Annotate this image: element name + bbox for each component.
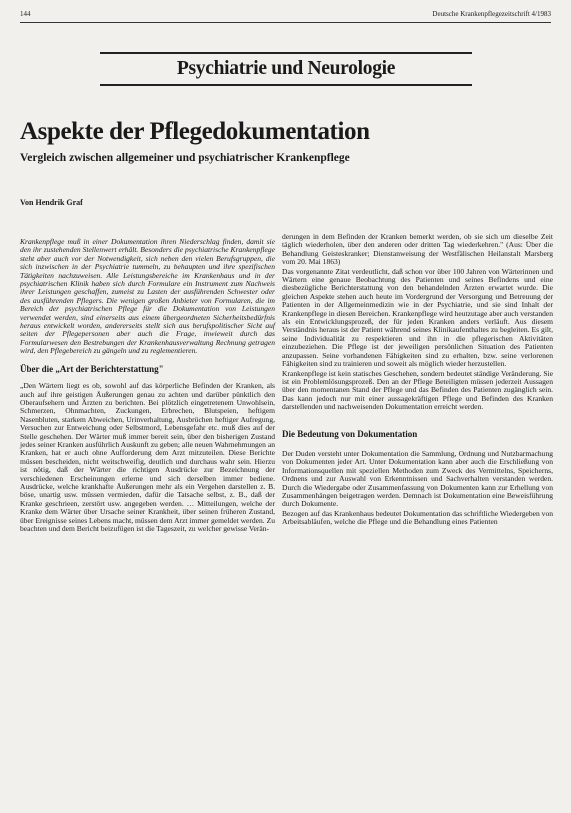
page-number: 144 [20,10,31,18]
section-title: Psychiatrie und Neurologie [176,58,396,79]
section-heading-dokumentation: Die Bedeutung von Dokumentation [282,428,418,439]
section-banner [100,52,472,86]
body-paragraph: Das vorgenannte Zitat verdeutlicht, daß schon vor über 100 Jahren von Wärterinnen und Wärtern eine genaue Beobachtung des Patienten und seines Befindens und eine diesbezügliche Berichterstattung von den behandelnden Ärzten erwartet wurde. Die gleichen Aspekte stehen auch heute im Vordergrund der Versorgung und Betreuung der Patienten in der Allgemeinmedizin wie in der Psychiatrie, und sie sind Inhalt der Krankenpflege in diesen Bereichen. Krankenpflege wird heutzutage aber auch verstanden als ein Entwicklungsprozeß, der für jeden Kranken anders verläuft. Aus diesem Verständnis heraus ist der Patient während seines Klinikaufenthaltes zu begleiten. Es gilt, seine Individualität zu respektieren und ihn in die pflegerischen Aktivitäten einzubeziehen. Die Pflege ist der jeweiligen persönlichen Situation des Patienten anzupassen. Seine vorhandenen Fähigkeiten sind zu erhalten, bzw. seine verlorenen Fähigkeiten sind zu trainieren und soweit als möglich wieder herzustellen. [282,266,553,369]
article-title: Aspekte der Pflegedokumentation [20,118,370,145]
right-column [282,233,553,528]
body-paragraph: Krankenpflege ist kein statisches Geschehen, sondern bedeutet ständige Veränderung. Sie ist ein Problemlösungsprozeß. Den an der Pflege Beteiligten müssen jederzeit Aussagen über den momentanen Stand der Pflege und das Befinden des Patienten zugänglich sein. Das kann jedoch nur mit einer aussagekräftigen Pflege und Befinden des Kranken darstellenden und nachweisenden Dokumentation erreicht werden. [282,368,553,412]
body-paragraph: Der Duden versteht unter Dokumentation die Sammlung, Ordnung und Nutzbarmachung von Dokumenten jeder Art. Unter Dokumentation kann aber auch die Erschließung von Informationsquellen mit speziellen Methoden zum Zweck des Vermittelns, Speicherns, Ordnens und zur Auswahl von Erkenntnissen und Sachverhalten verstanden werden. Durch die Wiedergabe oder Zusammenfassung von Dokumenten kann zur Erhellung von Zusammenhängen beigetragen werden. Demnach ist Dokumentation eine Beweisführung durch Dokumente. [282,448,553,509]
body-paragraph: „Den Wärtern liegt es ob, sowohl auf das körperliche Befinden der Kranken, als auch auf ihre geistigen Äußerungen genau zu achten und darüber pünktlich den Oberaufsehern und Ärzten zu berichten. Bei plötzlich eingetretenem Unwohlsein, Schmerzen, Ohnmachten, Zuckungen, Erbrechen, Blutspeien, heftigem Nasenbluten, starkem Abweichen, Urinverhaltung, Ausbrüchen heftiger Aufregung, Versuchen zur Entweichung oder Selbstmord, Lebensgefahr etc. muß dies auf der Stelle geschehen. Der Wärter muß immer bereit sein, über den bisherigen Zustand jedes seiner Kranken ausführlich Auskunft zu geben; alle neuen Wahrnehmungen an Kranken, hat er auch ohne Aufforderung dem Arzt mitzuteilen. Diese Berichte müssen bescheiden, nicht weitschweifig, deutlich und durchaus wahr sein. Hierzu ist nötig, daß der Wärter die richtigen Ausdrücke zur Bezeichnung der verschiedenen Erscheinungen erlerne und sich derselben immer bediene. Ausdrücke, welche krankhafte Äußerungen mehr als ein Vergehen darstellen z. B. böse, unartig usw. müssen vermieden, dafür die Tatsache selbst, z. B., daß der Kranke geschrieen, zerstört usw. angegeben werden. … Mitteilungen, welche der Kranke dem Wärter über Ursache seiner Krankheit, über seinen früheren Zustand, über Ereignisse seines Lebens macht, müssen dem Arzt immer gemeldet werden. Zu beachten und dem Bericht beizufügen ist die Tageszeit, zu welcher gewisse Verän- [20,381,275,533]
section-heading-berichterstattung: Über die „Art der Berichterstattung" [20,363,164,374]
body-paragraph: Bezogen auf das Krankenhaus bedeutet Dokumentation das schriftliche Wiedergeben von Arbeitsabläufen, welche die Pflege und die Behandlung eines Patienten [282,508,553,527]
header-rule [20,22,551,23]
left-column [20,238,275,534]
byline: Von Hendrik Graf [20,198,83,207]
article-subtitle: Vergleich zwischen allgemeiner und psychiatrischer Krankenpflege [20,152,350,164]
journal-name: Deutsche Krankenpflegezeitschrift 4/1983 [432,10,551,18]
body-paragraph: derungen in dem Befinden der Kranken bemerkt werden, ob sie sich um dieselbe Zeit täglich wiederholen, über den anderen oder dritten Tag wiederkehren." (Aus: Über die Behandlung Geisteskranker; Dienstanweisung der Westfälischen Heilanstalt Marsberg vom 20. Mai 1863) [282,232,553,267]
intro-paragraph: Krankenpflege muß in einer Dokumentation ihren Niederschlag finden, damit sie den ihr zustehenden Stellenwert erhält. Besonders die psychiatrische Krankenpflege steht aber auch vor der Notwendigkeit, sich neben den vielen Berufsgruppen, die sich inzwischen in der Psychiatrie tummeln, zu behaupten und ihre spezifischen Tätigkeiten nachzuweisen. Alle Leistungsbereiche im Krankenhaus und in der psychiatrischen Klinik haben sich durch Formulare ein Instrument zum Nachweis ihrer Leistungen geschaffen, zumeist zu Lasten der ausführenden Schwester oder des ausführenden Pflegers. Die wenigen großen Anbieter von Formularen, die im Bereich der psychiatrischen Pflege für die Dokumentation von Leistungen verwendet werden, sind einerseits aus einem übergeordneten Sicherheitsbedürfnis heraus entwickelt worden, andererseits stellt sich aus berufspolitischer Sicht auf seiten der Pflegepersonen aber auch die Frage, inwieweit durch das Formularwesen den Bestrebungen der Krankenhausverwaltung Rechnung getragen wird, den Pflegebereich zu gängeln und zu reglementieren. [20,237,275,356]
